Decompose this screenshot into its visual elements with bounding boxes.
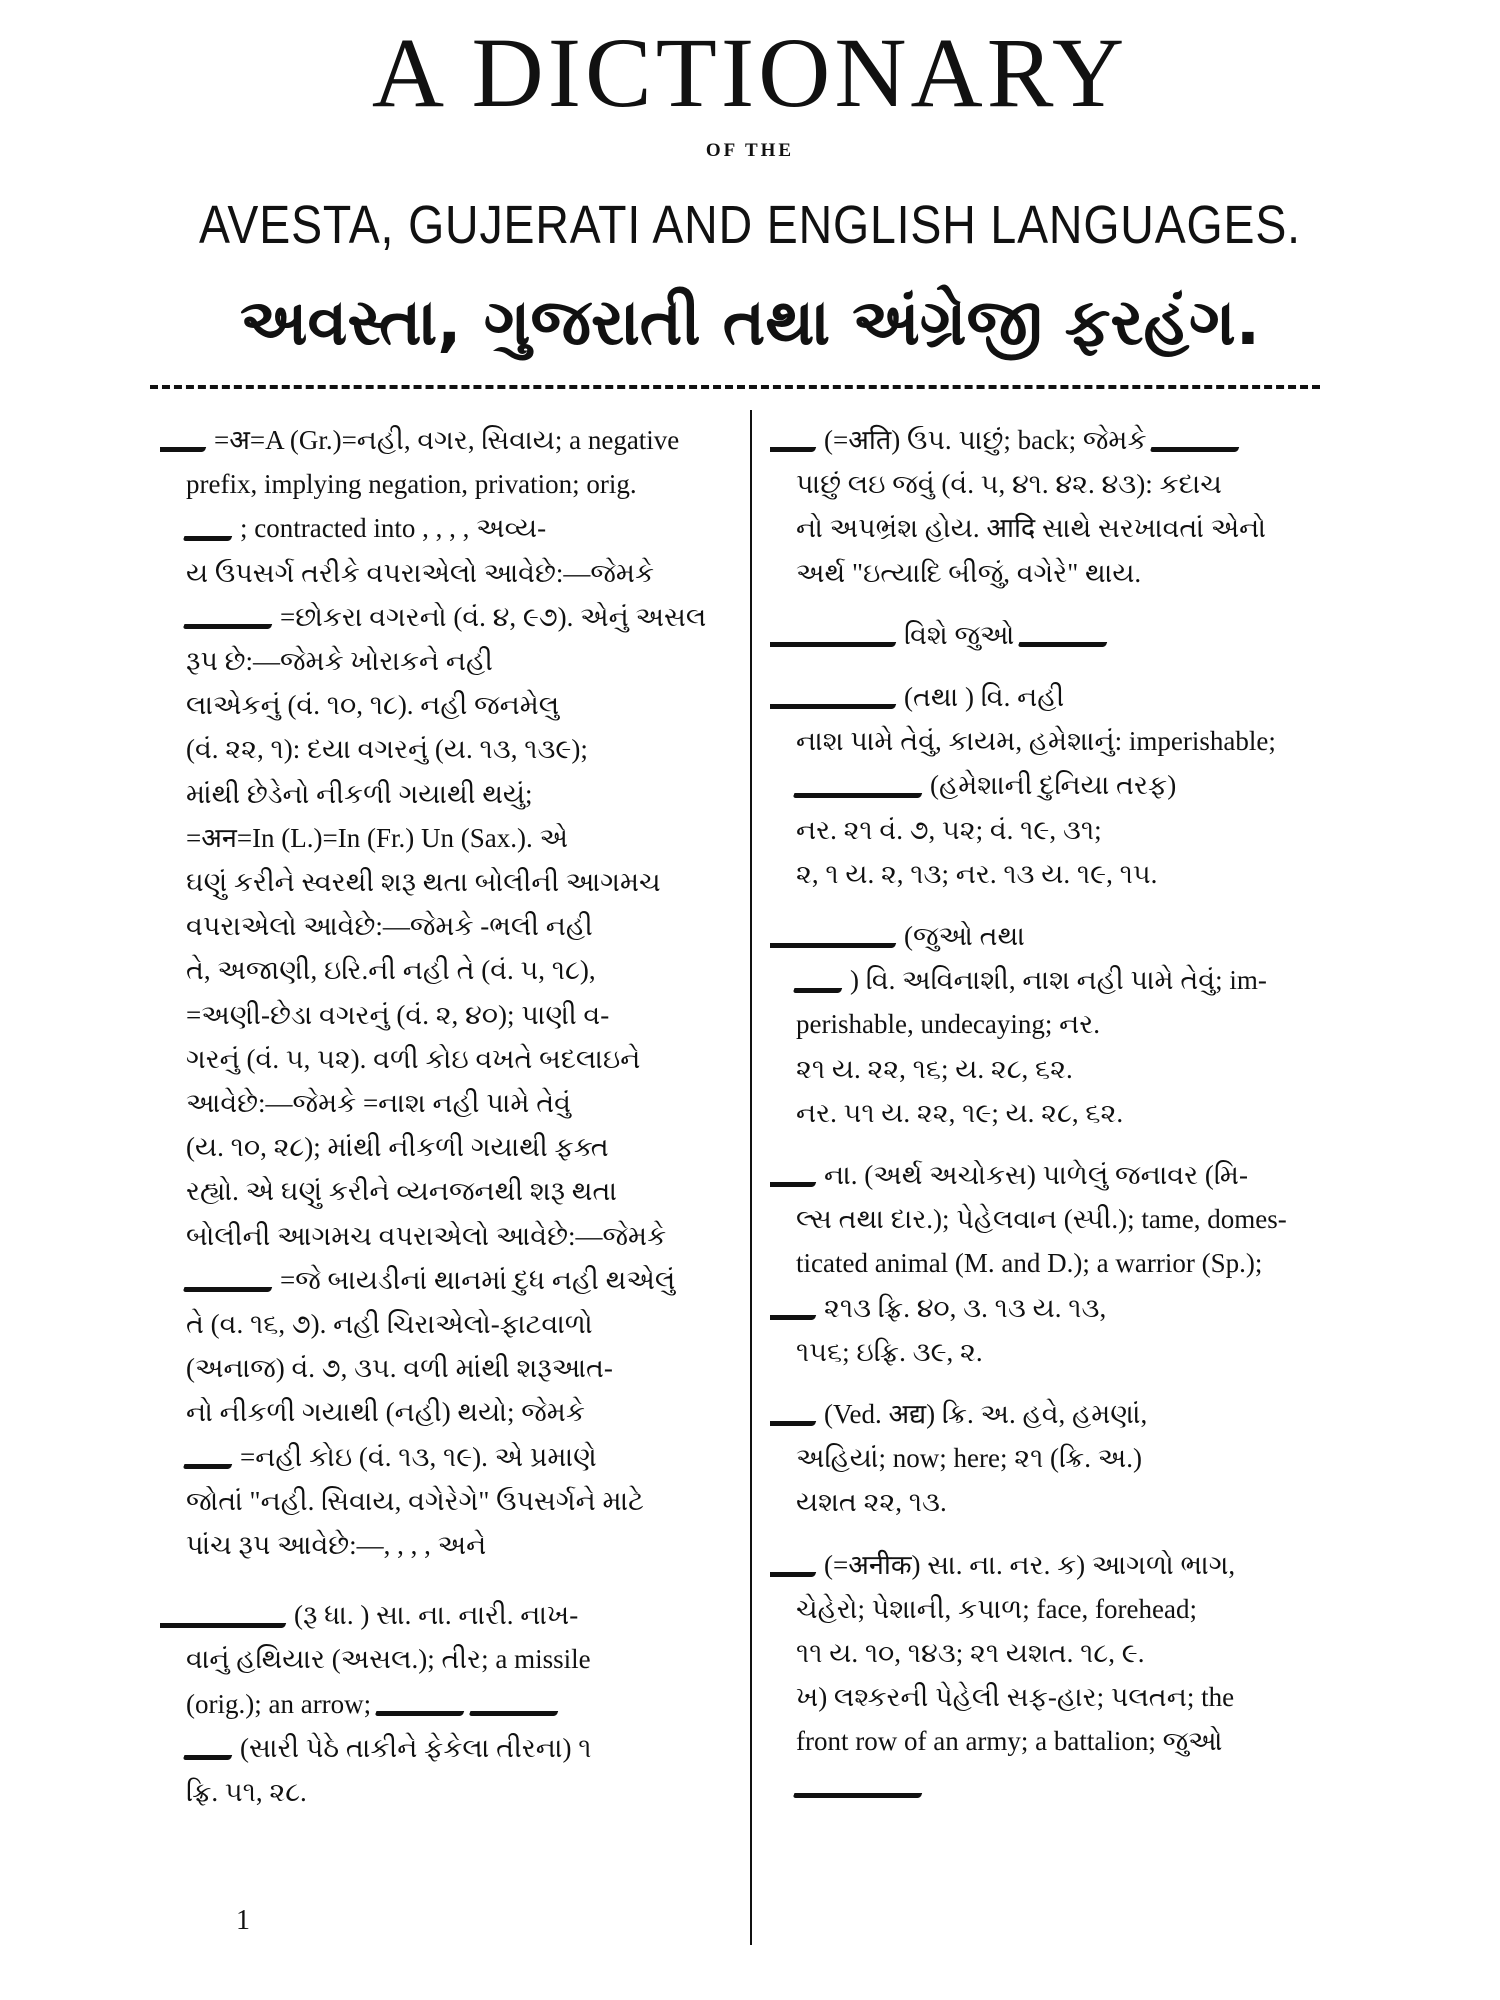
entry-line: ) વિ. અવિનાશી, નાશ નહી પામે તેવું; im- <box>770 958 1345 1002</box>
entry-line: તે, અજાણી, ઇરિ.ની નહી તે (વં. ૫, ૧૮), <box>186 955 596 986</box>
entry-line: નો અપભ્રંશ હોય. आदि સાથે સરખાવતાં એનો <box>796 513 1267 544</box>
entry-line: ૨, ૧ ય. ૨, ૧૩; નર. ૧૩ ય. ૧૯, ૧૫. <box>796 858 1158 889</box>
entry-line: વિશે જુઓ <box>770 613 1345 657</box>
entry-cross-ref <box>770 613 1345 657</box>
avestan-word <box>468 1697 563 1716</box>
entry-line: =अ=A (Gr.)=નહી, વગર, સિવાય; a negative <box>160 418 735 462</box>
entry-line: (હમેશાની દુનિયા તરફ) <box>770 763 1345 807</box>
avestan-headword <box>160 433 211 452</box>
entry-line: (=अति) ઉપ. પાછું; back; જેમકે <box>770 418 1345 462</box>
page-number: 1 <box>236 1905 250 1936</box>
entry-line: =નહી કોઇ (વં. ૧૩, ૧૯). એ પ્રમાણે <box>160 1435 735 1479</box>
entry-line: આવેછે:—જેમકે =નાશ નહી પામે તેવું <box>186 1088 571 1119</box>
entry-line: ફ્રિ. ૫૧, ૨૮. <box>186 1777 307 1808</box>
entry-aiti <box>770 418 1345 595</box>
entry-line: (વં. ૨૨, ૧): દયા વગરનું (ય. ૧૩, ૧૩૯); <box>186 734 588 765</box>
entry-line: વપરાએલો આવેછે:—જેમકે -ભલી નહી <box>186 911 593 942</box>
entry-line: તે (વ. ૧૬, ૭). નહી ચિરાએલો-ફાટવાળો <box>186 1309 593 1340</box>
right-column <box>770 418 1345 1826</box>
avestan-headword <box>770 1558 821 1577</box>
entry-line: નાશ પામે તેવું, કાયમ, હમેશાનું: imperishable; <box>796 726 1276 757</box>
entry-asti <box>160 1593 735 1814</box>
entry-line: ખ) લશ્કરની પેહેલી સફ-હાર; પલતન; the <box>796 1682 1235 1713</box>
avestan-headword <box>770 690 901 709</box>
avestan-word <box>183 522 238 541</box>
entry-line: (અનાજ) વં. ૭, ૩૫. વળી માંથી શરૂઆત- <box>186 1353 613 1384</box>
avestan-headword <box>770 433 821 452</box>
avestan-word <box>793 1779 928 1798</box>
avestan-headword <box>770 628 901 647</box>
entry-line: યશત ૨૨, ૧૩. <box>796 1487 947 1518</box>
entry-line: (=अनीक) સા. ના. નર. ક) આગળો ભાગ, <box>770 1543 1345 1587</box>
entry-line: (ય. ૧૦, ૨૮); માંથી નીકળી ગયાથી ફક્ત <box>186 1132 609 1163</box>
avestan-word <box>770 1301 821 1320</box>
avestan-word <box>374 1697 469 1716</box>
entry-line: ticated animal (M. and D.); a warrior (Sp.); <box>796 1248 1263 1279</box>
entry-line: (Ved. अद्य) ક્રિ. અ. હવે, હમણાં, <box>770 1392 1345 1436</box>
avestan-headword <box>770 1168 821 1187</box>
title-of-the: OF THE <box>705 140 795 161</box>
entry-line: perishable, undecaying; નર. <box>796 1009 1100 1040</box>
avestan-headword <box>160 1609 291 1628</box>
avestan-word <box>793 779 928 798</box>
entry-line: ; contracted into , , , , અવ્ય- <box>160 506 735 550</box>
avestan-word <box>183 610 278 629</box>
entry-line: પાંચ રૂપ આવેછે:—, , , , અને <box>186 1530 487 1561</box>
entry-line: નો નીકળી ગયાથી (નહી) થયો; જેમકે <box>186 1397 585 1428</box>
entry-line: નર. ૫૧ ય. ૨૨, ૧૯; ય. ૨૮, ૬૨. <box>796 1097 1124 1128</box>
entry-face <box>770 1543 1345 1808</box>
entry-line: ૨૧ ય. ૨૨, ૧૬; ય. ૨૮, ૬૨. <box>796 1053 1073 1084</box>
entry-line: ચેહેરો; પેશાની, કપાળ; face, forehead; <box>796 1593 1197 1624</box>
entry-line: વાનું હથિયાર (અસલ.); તીર; a missile <box>186 1644 591 1675</box>
entry-line: =જે બાયડીનાં થાનમાં દુધ નહી થએલું <box>160 1258 735 1302</box>
header-rule <box>150 385 1320 389</box>
avestan-word <box>793 974 848 993</box>
entry-line: નર. ૨૧ વં. ૭, ૫૨; વં. ૧૯, ૩૧; <box>796 814 1102 845</box>
avestan-word <box>183 1741 238 1760</box>
entry-line: અહિયાં; now; here; ૨૧ (ક્રિ. અ.) <box>796 1443 1142 1474</box>
entry-line: બોલીની આગમચ વપરાએલો આવેછે:—જેમકે <box>186 1220 667 1251</box>
entry-line: (જુઓ તથા <box>770 914 1345 958</box>
dictionary-subtitle: AVESTA, GUJERATI AND ENGLISH LANGUAGES. <box>199 195 1301 255</box>
entry-line: ૧૫૬; ઇફ્રિ. ૩૯, ૨. <box>796 1336 983 1367</box>
entry-line: =અણી-છેડા વગરનું (વં. ૨, ૪૦); પાણી વ- <box>186 999 610 1030</box>
left-column <box>160 418 735 1832</box>
entry-line: ગરનું (વં. ૫, ૫૨). વળી કોઇ વખતે બદલાઇને <box>186 1043 641 1074</box>
entry-line: ૧૧ ય. ૧૦, ૧૪૩; ૨૧ યશત. ૧૮, ૯. <box>796 1638 1145 1669</box>
entry-line: જોતાં "નહી. સિવાય, વગેરેગે" ઉપસર્ગને માટે <box>186 1485 644 1516</box>
avestan-word <box>183 1450 238 1469</box>
entry-line: ય ઉપસર્ગ તરીકે વપરાએલો આવેછે:—જેમકે <box>186 557 655 588</box>
entry-line: front row of an army; a battalion; જુઓ <box>796 1726 1223 1757</box>
entry-line: (રૂ ધા. ) સા. ના. નારી. નાખ- <box>160 1593 735 1637</box>
entry-tame-animal <box>770 1153 1345 1374</box>
entry-line: =अन=In (L.)=In (Fr.) Un (Sax.). એ <box>186 822 568 853</box>
entry-line: (તથા ) વિ. નહી <box>770 675 1345 719</box>
entry-line: (orig.); an arrow; <box>160 1682 735 1726</box>
avestan-headword <box>770 1407 821 1426</box>
avestan-word <box>1018 628 1113 647</box>
entry-line: માંથી છેડેનો નીકળી ગયાથી થયું; <box>186 778 533 809</box>
entry-line: =છોકરા વગરનો (વં. ૪, ૯૭). એનું અસલ <box>160 595 735 639</box>
entry-line: prefix, implying negation, privation; orig. <box>186 469 637 500</box>
entry-line: અર્થ "ઇત્યાદિ બીજું, વગેરે" થાય. <box>796 557 1142 588</box>
dictionary-title: A DICTIONARY <box>371 17 1129 128</box>
avestan-headword <box>770 929 901 948</box>
entry-line: રૂપ છે:—જેમકે ખોરાકને નહી <box>186 646 493 677</box>
entry-imperishable <box>770 675 1345 896</box>
entry-line: ૨૧૩ ફ્રિ. ૪૦, ૩. ૧૩ ય. ૧૩, <box>770 1286 1345 1330</box>
entry-line: ના. (અર્થ અચોકસ) પાળેલું જનાવર (મિ- <box>770 1153 1345 1197</box>
entry-line <box>770 1764 1345 1808</box>
entry-a <box>160 418 735 1567</box>
avestan-word <box>183 1273 278 1292</box>
avestan-word <box>1150 433 1245 452</box>
entry-line: (સારી પેઠે તાકીને ફેકેલા તીરના) ૧ <box>160 1726 735 1770</box>
entry-line: રહ્યો. એ ઘણું કરીને વ્યનજનથી શરૂ થતા <box>186 1176 617 1207</box>
entry-line: પાછું લઇ જવું (વં. ૫, ૪૧. ૪૨. ૪૩): કદાચ <box>796 469 1222 500</box>
gujarati-title: અવસ્તા, ગુજરાતી તથા અંગ્રેજી ફરહંગ. <box>239 286 1261 360</box>
entry-now <box>770 1392 1345 1525</box>
column-divider <box>750 410 752 1945</box>
entry-undecaying <box>770 914 1345 1135</box>
entry-line: લાએકનું (વં. ૧૦, ૧૮). નહી જનમેલુ <box>186 690 560 721</box>
entry-line: ઘણું કરીને સ્વરથી શરૂ થતા બોલીની આગમચ <box>186 867 661 898</box>
entry-line: લ્સ તથા દાર.); પેહેલવાન (સ્પી.); tame, domes- <box>796 1204 1287 1235</box>
